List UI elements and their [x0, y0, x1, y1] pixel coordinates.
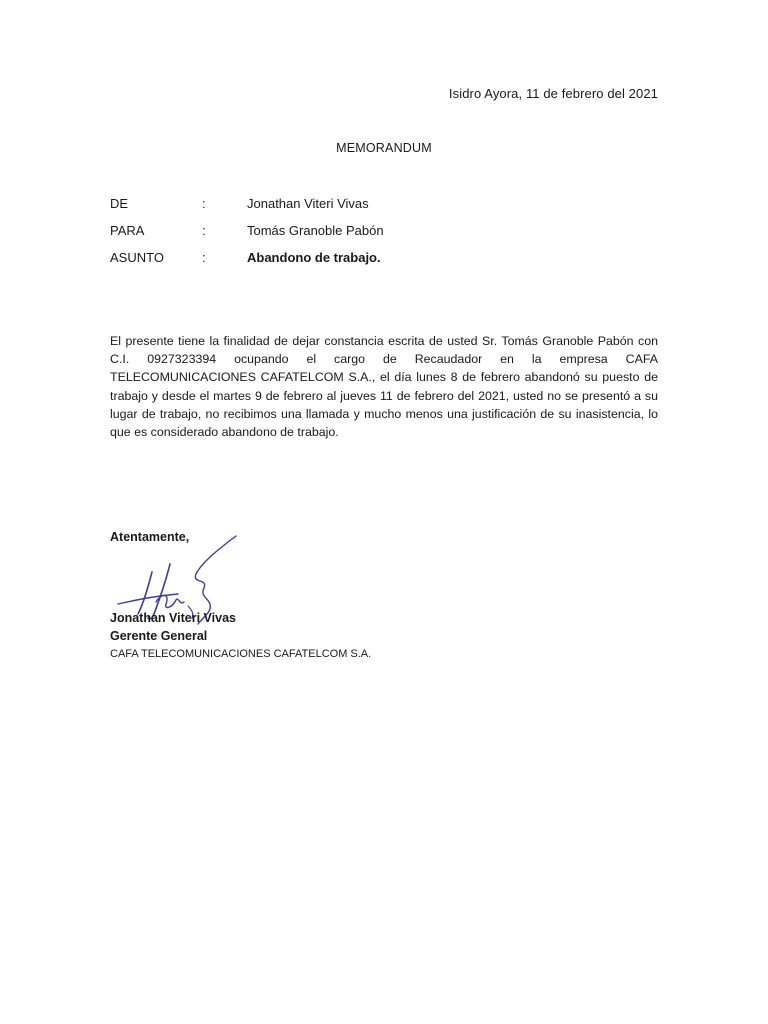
signer-role: Gerente General — [110, 629, 208, 643]
signature-stroke — [118, 594, 178, 604]
place-date: Isidro Ayora, 11 de febrero del 2021 — [448, 86, 658, 101]
memo-title: MEMORANDUM — [336, 141, 432, 155]
header-key-to: PARA — [110, 223, 145, 238]
signer-name: Jonathan Viteri Vivas — [110, 611, 236, 625]
header-value-to: Tomás Granoble Pabón — [247, 223, 384, 238]
memo-body: El presente tiene la finalidad de dejar constancia escrita de usted Sr. Tomás Granoble Pabón con C.I. 0927323394 ocupando el cargo de Recaudador en la empresa CAFA TELECOMUNICACIONES CAFATELCOM S.A., el día lunes 8 de febrero abandonó su puesto de trabajo y desde el martes 9 de febrero al jueves 11 de febrero del 2021, usted no se presentó a su lugar de trabajo, no recibimos una llamada y mucho menos una justificación de su inasistencia, lo que es considerado abandono de trabajo. — [110, 334, 658, 440]
signature-stroke — [138, 572, 152, 614]
memo-header — [110, 196, 670, 277]
header-value-from: Jonathan Viteri Vivas — [247, 196, 369, 211]
header-separator: : — [202, 223, 206, 238]
header-key-from: DE — [110, 196, 129, 211]
signature-stroke — [156, 595, 184, 607]
header-key-subject: ASUNTO — [110, 250, 164, 265]
signer-company: CAFA TELECOMUNICACIONES CAFATELCOM S.A. — [110, 648, 372, 660]
header-row-to — [110, 223, 670, 250]
header-row-subject — [110, 250, 670, 277]
signer-block — [110, 611, 371, 664]
closing-salutation: Atentamente, — [110, 530, 190, 544]
header-row-from — [110, 196, 670, 223]
header-separator: : — [202, 196, 206, 211]
header-separator: : — [202, 250, 206, 265]
header-value-subject: Abandono de trabajo. — [247, 250, 381, 265]
